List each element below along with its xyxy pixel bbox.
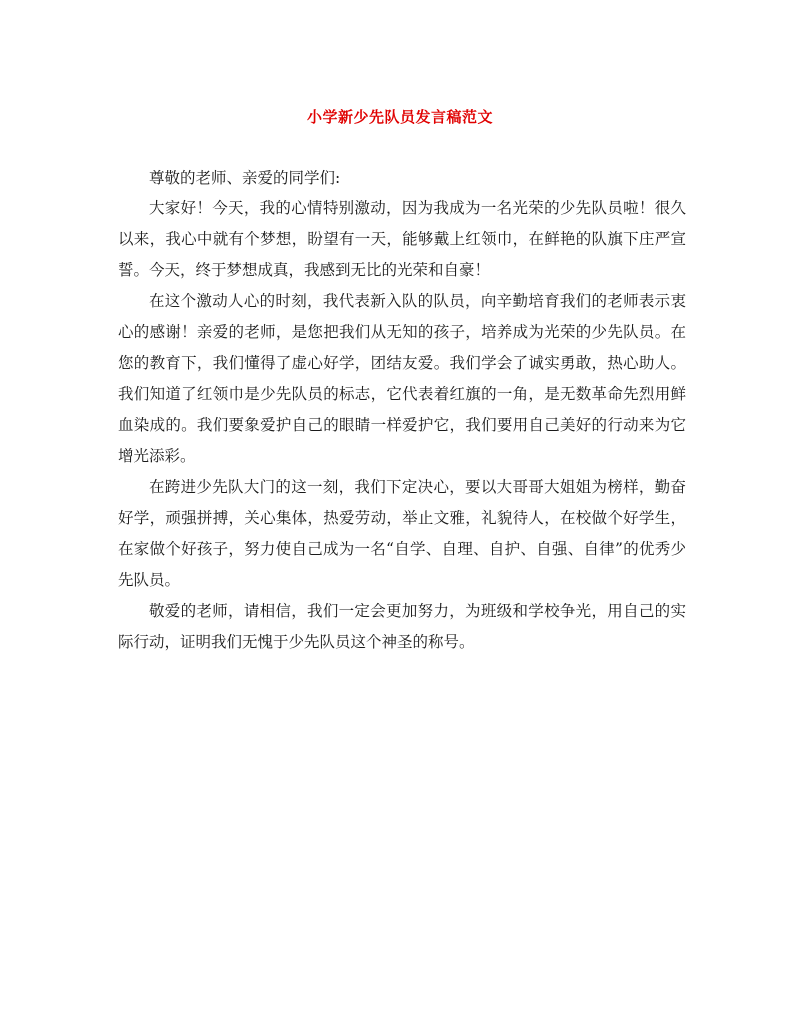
- paragraph-2: 在这个激动人心的时刻，我代表新入队的队员，向辛勤培育我们的老师表示衷心的感谢！亲爱的老师，是您把我们从无知的孩子，培养成为光荣的少先队员。在您的教育下，我们懂得了虚心好学，团结友爱。我们学会了诚实勇敢，热心助人。我们知道了红领巾是少先队员的标志，它代表着红旗的一角，是无数革命先烈用鲜血染成的。我们要象爱护自己的眼睛一样爱护它，我们要用自己美好的行动来为它增光添彩。: [118, 292, 686, 465]
- document-title: 小学新少先队员发言稿范文: [306, 108, 493, 126]
- greeting-line: 尊敬的老师、亲爱的同学们:: [149, 169, 341, 187]
- paragraph-4: 敬爱的老师，请相信，我们一定会更加努力，为班级和学校争光，用自己的实际行动，证明我们无愧于少先队员这个神圣的称号。: [118, 602, 686, 651]
- paragraph-3: 在跨进少先队大门的这一刻，我们下定决心，要以大哥哥大姐姐为榜样，勤奋好学，顽强拼搏，关心集体，热爱劳动，举止文雅，礼貌待人，在校做个好学生，在家做个好孩子，努力使自己成为一名“自学、自理、自护、自强、自律”的优秀少先队员。: [118, 478, 686, 589]
- document-body: [118, 163, 686, 658]
- paragraph-1: 大家好！今天，我的心情特别激动，因为我成为一名光荣的少先队员啦！很久以来，我心中就有个梦想，盼望有一天，能够戴上红领巾，在鲜艳的队旗下庄严宣誓。今天，终于梦想成真，我感到无比的光荣和自豪！: [118, 199, 686, 279]
